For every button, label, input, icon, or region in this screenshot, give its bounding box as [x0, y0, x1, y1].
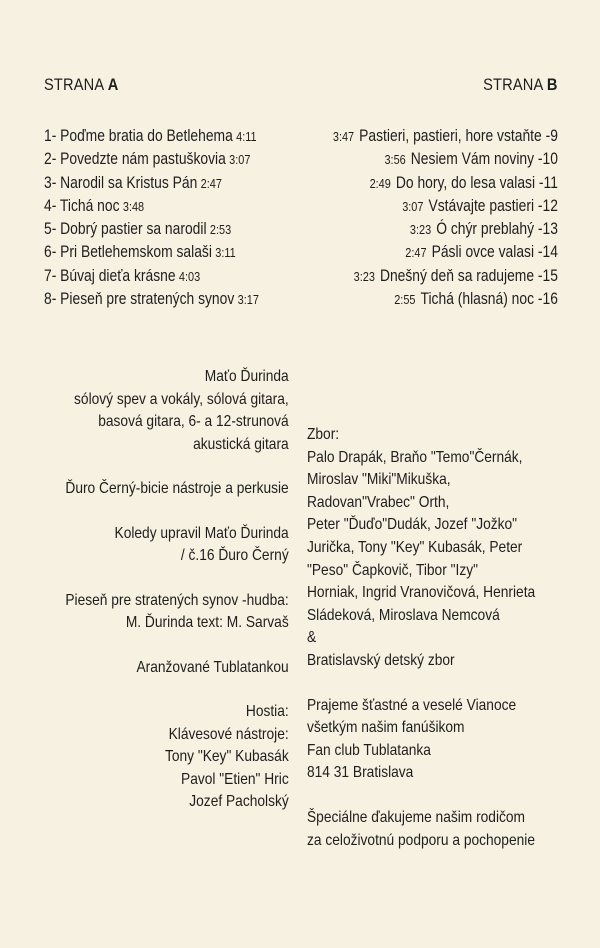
track-row [333, 148, 558, 171]
track-duration: 3:11 [215, 245, 236, 261]
side-b-label: STRANA [483, 75, 544, 94]
credit-line: za celoživotnú podporu a pochopenie [307, 831, 535, 849]
credit-line: Pavol "Etien" Hric [181, 770, 289, 788]
track-title: 7- Búvaj dieťa krásne [44, 266, 176, 285]
credit-line: Koledy upravil Maťo Ďurinda [114, 524, 289, 542]
track-row [44, 218, 259, 241]
credit-line: Tony "Key" Kubasák [165, 748, 289, 765]
track-duration: 2:53 [209, 222, 232, 238]
track-row [44, 125, 259, 148]
credit-block [307, 695, 535, 785]
track-title: Nesiem Vám noviny -10 [410, 150, 558, 169]
track-row [333, 218, 558, 241]
track-row [333, 172, 558, 195]
track-duration: 2:47 [200, 175, 222, 191]
side-a-title [44, 75, 119, 95]
track-row [44, 265, 259, 288]
credit-line: / č.16 Ďuro Černý [181, 547, 289, 564]
track-row [333, 288, 558, 311]
track-row [44, 241, 259, 264]
track-title: Do hory, do lesa valasi -11 [395, 173, 558, 192]
track-title: 1- Poďme bratia do Betlehema [44, 127, 233, 145]
credit-line: Sládeková, Miroslava Nemcová [307, 606, 500, 624]
credit-line: 814 31 Bratislava [307, 764, 414, 782]
credit-line: Ďuro Černý-bicie nástroje a perkusie [65, 480, 289, 497]
track-title: 5- Dobrý pastier sa narodil [44, 220, 207, 239]
track-duration: 2:47 [405, 245, 427, 261]
credit-line: Hostia: [246, 703, 289, 720]
side-b-title [483, 75, 558, 95]
track-title: Pastieri, pastieri, hore vstaňte -9 [359, 127, 558, 145]
track-duration: 3:07 [402, 198, 424, 214]
credit-line: Zbor: [307, 426, 340, 443]
credit-block [66, 590, 289, 635]
credit-line: Špeciálne ďakujeme našim rodičom [307, 808, 526, 826]
track-row [44, 148, 259, 171]
track-title: 8- Pieseň pre stratených synov [44, 290, 235, 309]
track-title: Vstávajte pastieri -12 [428, 196, 558, 215]
track-row [333, 241, 558, 264]
side-b-letter: B [547, 75, 558, 94]
credit-line: Jurička, Tony "Key" Kubasák, Peter [307, 538, 523, 556]
credit-line: sólový spev a vokály, sólová gitara, [74, 390, 289, 408]
track-title: 6- Pri Betlehemskom salaši [44, 243, 212, 262]
credit-line: Peter "Ďuďo"Dudák, Jozef "Jožko" [307, 516, 518, 534]
credit-line: & [307, 629, 317, 647]
track-duration: 3:48 [122, 198, 145, 214]
credit-line: Pieseň pre stratených synov -hudba: [65, 591, 289, 609]
track-row [44, 195, 259, 218]
credit-line: všetkým našim fanúšikom [307, 719, 465, 737]
track-row [44, 288, 259, 311]
credit-line: M. Ďurinda text: M. Sarvaš [126, 614, 289, 631]
credit-line: Palo Drapák, Braňo "Temo"Černák, [307, 448, 523, 466]
track-duration: 4:11 [236, 129, 257, 144]
credit-block [66, 701, 289, 814]
track-title: Pásli ovce valasi -14 [431, 243, 558, 262]
credit-line: Fan club Tublatanka [307, 741, 431, 759]
credit-line: Bratislavský detský zbor [307, 651, 455, 669]
credit-line: Horniak, Ingrid Vranovičová, Henrieta [307, 584, 536, 602]
credit-block [307, 424, 535, 673]
track-row [333, 265, 558, 288]
credit-line: akustická gitara [193, 435, 289, 453]
credit-block [307, 807, 535, 852]
track-duration: 3:56 [384, 152, 406, 168]
track-title: 2- Povedzte nám pastuškovia [44, 150, 226, 169]
credit-block [66, 523, 289, 568]
track-duration: 3:47 [332, 129, 355, 144]
side-a-letter: A [107, 75, 119, 94]
track-duration: 3:23 [409, 222, 432, 238]
track-row [333, 125, 558, 148]
block-spacer [307, 785, 535, 807]
track-row [333, 195, 558, 218]
track-title: 3- Narodil sa Kristus Pán [44, 173, 198, 192]
credit-block [66, 657, 289, 680]
credit-line: Jozef Pacholský [189, 793, 289, 810]
credit-block [66, 478, 289, 501]
credit-line: Aranžované Tublatankou [136, 658, 289, 676]
track-duration: 3:17 [237, 292, 259, 308]
side-a-tracklist [44, 125, 259, 311]
credit-block [66, 366, 289, 456]
track-title: Ó chýr preblahý -13 [436, 220, 558, 239]
track-title: Dnešný deň sa radujeme -15 [380, 266, 558, 285]
credit-line: "Peso" Čapkovič, Tibor "Izy" [307, 561, 478, 579]
credit-line: basová gitara, 6- a 12-strunová [98, 413, 289, 430]
credits-left-column [66, 366, 289, 836]
track-title: 4- Tichá noc [44, 196, 120, 215]
credit-line: Miroslav "Miki"Mikuška, [307, 471, 451, 489]
credit-line: Maťo Ďurinda [205, 368, 289, 385]
track-duration: 3:07 [229, 152, 251, 168]
block-spacer [307, 673, 535, 695]
track-title: Tichá (hlasná) noc -16 [420, 290, 558, 309]
side-a-label: STRANA [44, 75, 104, 94]
track-duration: 2:55 [394, 292, 416, 308]
credit-line: Prajeme šťastné a veselé Vianoce [307, 696, 517, 714]
track-duration: 2:49 [369, 175, 391, 191]
track-duration: 3:23 [353, 268, 375, 284]
credit-line: Radovan"Vrabec" Orth, [307, 493, 450, 511]
credit-line: Klávesové nástroje: [168, 725, 289, 743]
side-b-tracklist [333, 125, 558, 311]
track-row [44, 172, 259, 195]
track-duration: 4:03 [178, 268, 201, 284]
credits-right-column [307, 424, 535, 852]
